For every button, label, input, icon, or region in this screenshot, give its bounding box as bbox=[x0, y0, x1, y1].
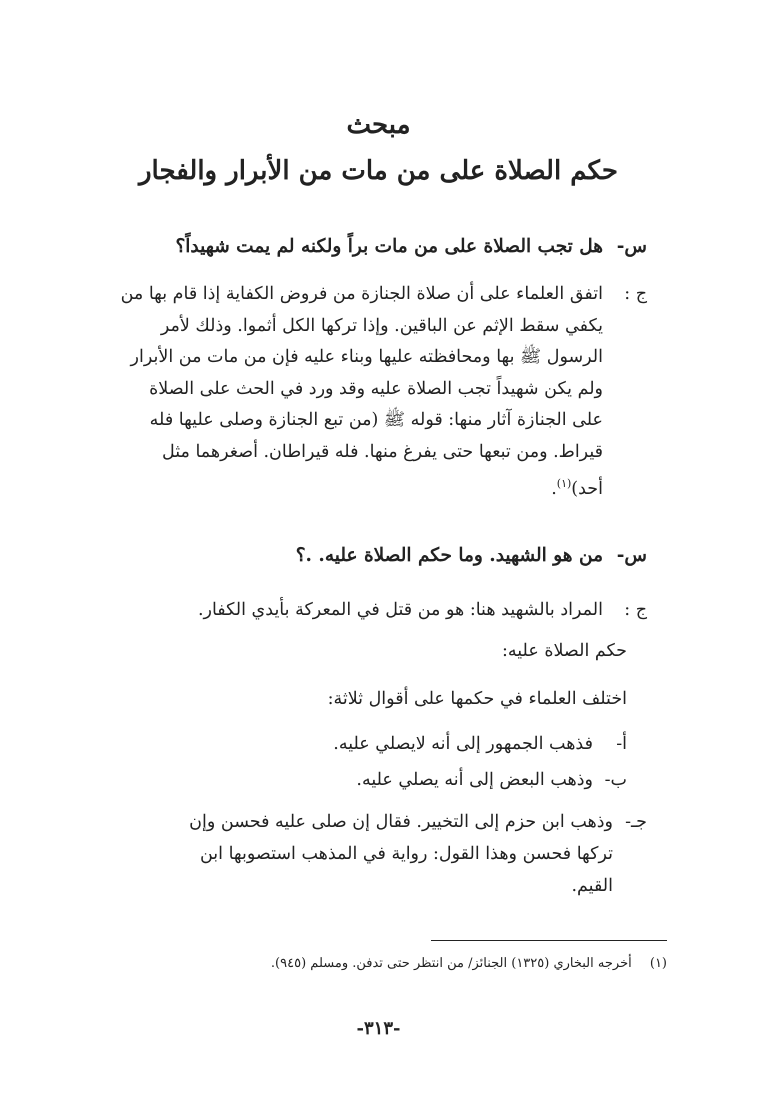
opinion-mark: أ- bbox=[616, 734, 627, 754]
answer-1-line: أحد) bbox=[571, 478, 603, 499]
opinion-line: تركها فحسن وهذا القول: رواية في المذهب استصوبها ابن bbox=[199, 844, 613, 864]
footnote-reference: (١) bbox=[556, 477, 572, 490]
answer-1-body bbox=[100, 279, 603, 505]
question-2-label: س- bbox=[616, 545, 647, 566]
opinion-item bbox=[100, 806, 647, 902]
answer-2 bbox=[100, 595, 647, 627]
section-title: حكم الصلاة على من مات من الأبرار والفجار bbox=[138, 156, 618, 186]
question-2-text: من هو الشهيد. وما حكم الصلاة عليه. .؟ bbox=[295, 545, 603, 566]
answer-2-label: ج : bbox=[624, 600, 647, 620]
answer-1-end: . bbox=[551, 478, 557, 499]
footnote-text: أخرجه البخاري (١٣٢٥) الجنائز/ من انتظر حتى تدفن. ومسلم (٩٤٥). bbox=[270, 956, 632, 971]
question-1-text: هل تجب الصلاة على من مات براً ولكنه لم يمت شهيداً؟ bbox=[175, 236, 603, 257]
opinion-body bbox=[100, 728, 593, 760]
opinions-intro: اختلف العلماء في حكمها على أقوال ثلاثة: bbox=[327, 689, 627, 709]
opinion-line: القيم. bbox=[571, 876, 613, 896]
question-2 bbox=[100, 541, 647, 571]
answer-1-line: الرسول ﷺ بها ومحافظته عليها وبناء عليه فإن من مات من الأبرار bbox=[130, 347, 603, 367]
answer-1-last-line bbox=[100, 468, 603, 505]
answer-1-line: ولم يكن شهيداً تجب الصلاة عليه وقد ورد في الحث على الصلاة bbox=[149, 378, 603, 399]
opinion-item bbox=[100, 764, 627, 796]
question-1 bbox=[100, 232, 647, 262]
opinion-line: فذهب الجمهور إلى أنه لايصلي عليه. bbox=[333, 734, 593, 754]
opinion-line: وذهب البعض إلى أنه يصلي عليه. bbox=[356, 770, 593, 790]
answer-1-line: على الجنازة آثار منها: قوله ﷺ (من تبع الجنازة وصلى عليها فله bbox=[149, 410, 603, 430]
page-number: -٣١٣- bbox=[356, 1018, 401, 1039]
opinion-line: وذهب ابن حزم إلى التخيير. فقال إن صلى عليه فحسن وإن bbox=[189, 812, 613, 832]
section-label: مبحث bbox=[346, 110, 411, 140]
footnote-mark: (١) bbox=[649, 956, 667, 971]
answer-1-label: ج : bbox=[624, 284, 647, 304]
footnote bbox=[120, 954, 667, 974]
answer-1-line: قيراط. ومن تبعها حتى يفرغ منها. فله قيراطان. أصغرهما مثل bbox=[161, 441, 603, 462]
opinion-mark: ب- bbox=[604, 770, 627, 790]
ruling-heading: حكم الصلاة عليه: bbox=[501, 641, 627, 661]
opinion-mark: جـ- bbox=[625, 812, 647, 832]
opinion-item bbox=[100, 728, 627, 760]
opinion-body bbox=[100, 806, 613, 902]
answer-1 bbox=[100, 279, 647, 505]
answer-2-text: المراد بالشهيد هنا: هو من قتل في المعركة بأيدي الكفار. bbox=[197, 600, 603, 620]
answer-1-line: يكفي سقط الإثم عن الباقين. وإذا تركها الكل أثموا. وذلك لأمر bbox=[160, 315, 603, 336]
question-1-label: س- bbox=[616, 236, 647, 257]
footnote-separator bbox=[431, 940, 667, 941]
answer-1-line: اتفق العلماء على أن صلاة الجنازة من فروض الكفاية إذا قام بها من bbox=[120, 284, 603, 304]
opinion-body bbox=[100, 764, 593, 796]
